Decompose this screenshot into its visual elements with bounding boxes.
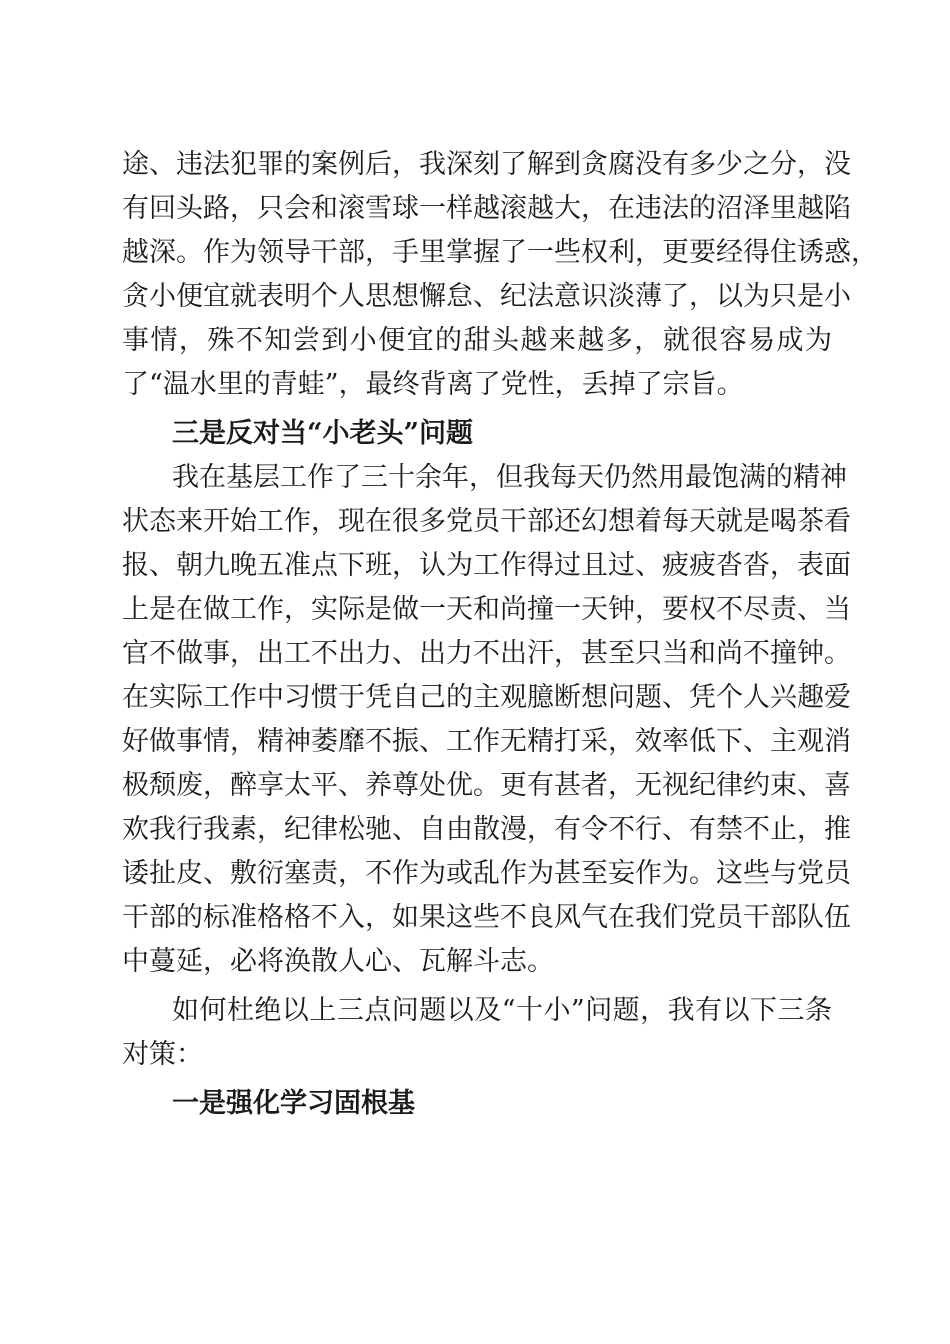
body-text-line: 了“温水里的青蛙”，最终背离了党性，丢掉了宗旨。 xyxy=(122,369,744,400)
body-text-line: 我在基层工作了三十余年，但我每天仍然用最饱满的精神 xyxy=(172,462,847,493)
body-text-line: 官不做事，出工不出力、出力不出汗，甚至只当和尚不撞钟。 xyxy=(122,638,851,669)
body-text-line: 欢我行我素，纪律松驰、自由散漫，有令不行、有禁不止，推 xyxy=(122,814,851,845)
body-text-line: 干部的标准格格不入，如果这些不良风气在我们党员干部队伍 xyxy=(122,902,851,933)
body-text-line: 诿扯皮、敷衍塞责，不作为或乱作为甚至妄作为。这些与党员 xyxy=(122,858,851,889)
body-text-line: 如何杜绝以上三点问题以及“十小”问题，我有以下三条 xyxy=(172,995,832,1026)
body-text-line: 贪小便宜就表明个人思想懈怠、纪法意识淡薄了，以为只是小 xyxy=(122,281,851,312)
body-text-line: 中蔓延，必将涣散人心、瓦解斗志。 xyxy=(122,946,554,977)
section-heading: 一是强化学习固根基 xyxy=(172,1088,415,1119)
body-text-line: 越深。作为领导干部，手里掌握了一些权利，更要经得住诱惑， xyxy=(122,237,878,268)
body-text-line: 事情，殊不知尝到小便宜的甜头越来越多，就很容易成为 xyxy=(122,325,832,356)
section-heading: 三是反对当“小老头”问题 xyxy=(172,418,474,449)
body-text-line: 好做事情，精神萎靡不振、工作无精打采，效率低下、主观消 xyxy=(122,726,851,757)
body-text-line: 途、违法犯罪的案例后，我深刻了解到贪腐没有多少之分，没 xyxy=(122,149,851,180)
body-text-line: 对策： xyxy=(122,1039,203,1070)
body-text-line: 状态来开始工作，现在很多党员干部还幻想着每天就是喝茶看 xyxy=(122,506,851,537)
body-text-line: 报、朝九晚五准点下班，认为工作得过且过、疲疲沓沓，表面 xyxy=(122,550,851,581)
body-text-line: 极颓废，醉享太平、养尊处优。更有甚者，无视纪律约束、喜 xyxy=(122,770,851,801)
body-text-line: 上是在做工作，实际是做一天和尚撞一天钟，要权不尽责、当 xyxy=(122,594,851,625)
body-text-line: 有回头路，只会和滚雪球一样越滚越大，在违法的沼泽里越陷 xyxy=(122,193,851,224)
body-text-line: 在实际工作中习惯于凭自己的主观臆断想问题、凭个人兴趣爱 xyxy=(122,682,851,713)
